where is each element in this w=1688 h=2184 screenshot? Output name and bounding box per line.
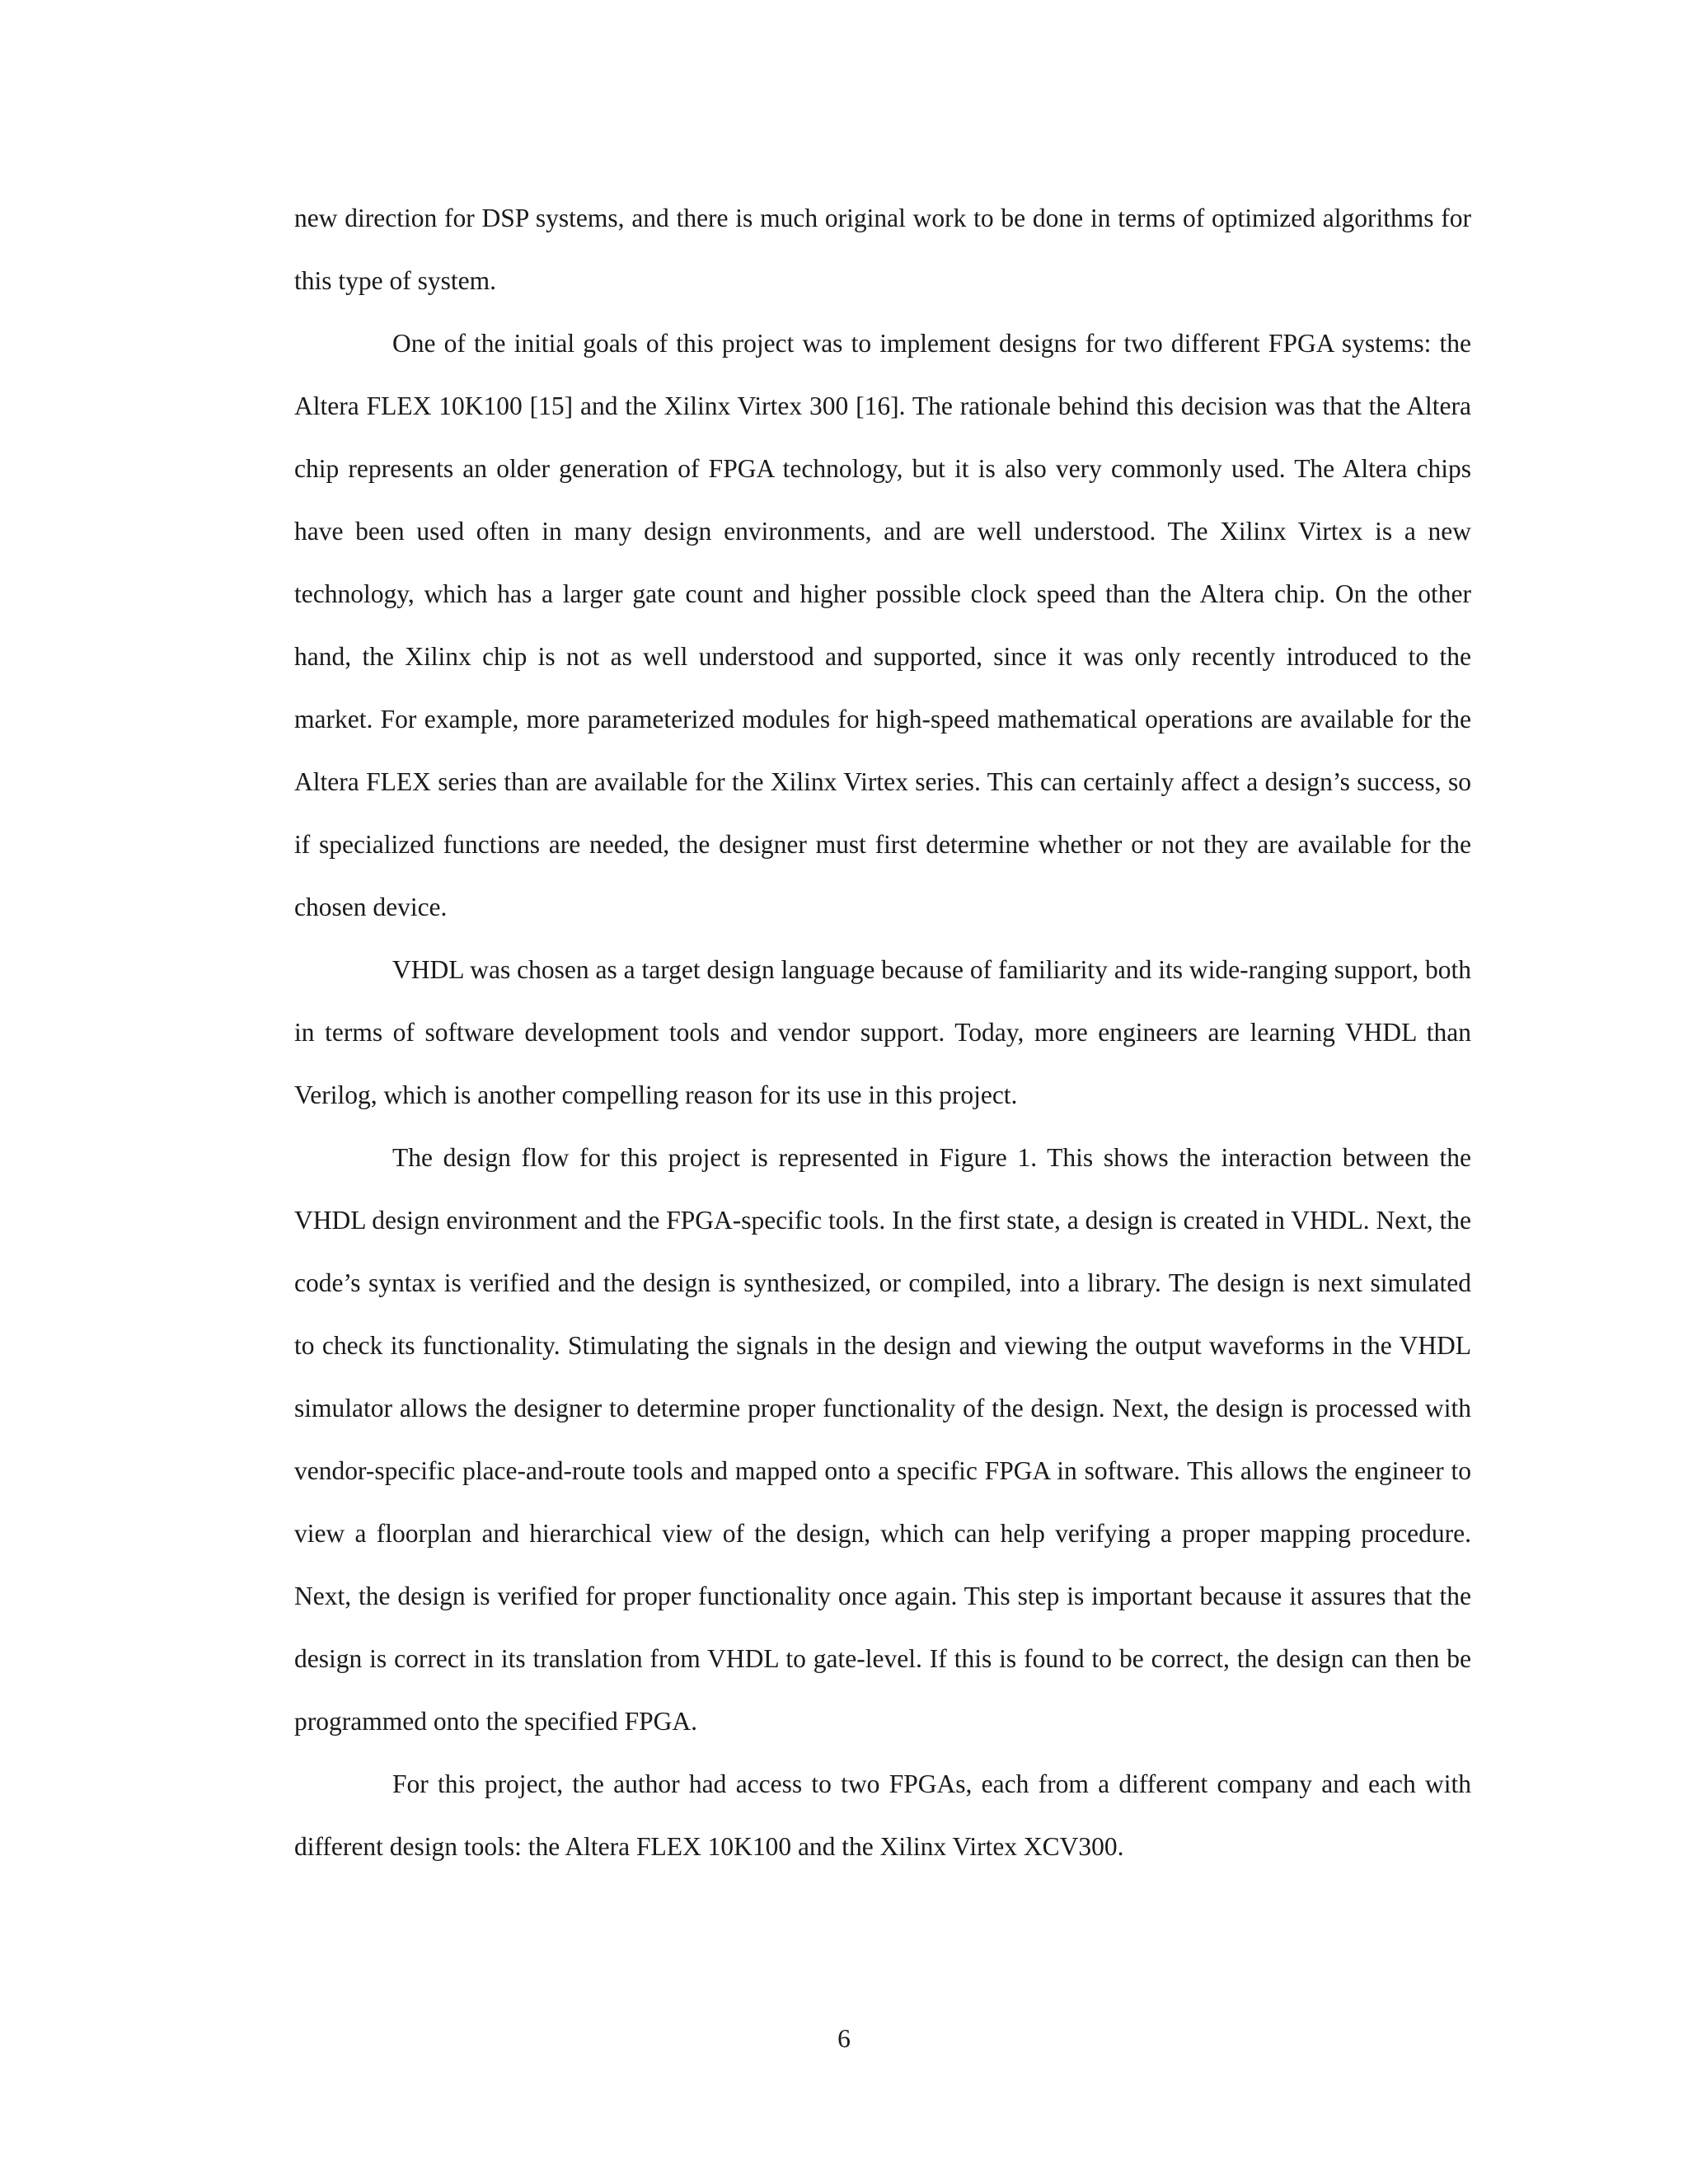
- paragraph-design-flow: The design flow for this project is represented in Figure 1. This shows the interaction between the VHDL design environment and the FPGA-specific tools. In the first state, a design is created in VHDL. Next, the code’s syntax is verified and the design is synthesized, or compiled, into a library. The design is next simulated to check its functionality. Stimulating the signals in the design and viewing the output waveforms in the VHDL simulator allows the designer to determine proper functionality of the design. Next, the design is processed with vendor-specific place-and-route tools and mapped onto a specific FPGA in software. This allows the engineer to view a floorplan and hierarchical view of the design, which can help verifying a proper mapping procedure. Next, the design is verified for proper functionality once again. This step is important because it assures that the design is correct in its translation from VHDL to gate-level. If this is found to be correct, the design can then be programmed onto the specified FPGA.: [294, 1143, 1471, 1736]
- paragraph-vhdl-choice: VHDL was chosen as a target design language because of familiarity and its wide-ranging support, both in terms of software development tools and vendor support. Today, more engineers are learning VHDL than Verilog, which is another compelling reason for its use in this project.: [294, 955, 1471, 1109]
- body-text: [294, 187, 1471, 1878]
- page-number: 6: [837, 2024, 851, 2053]
- paragraph-fpga-access: For this project, the author had access to two FPGAs, each from a different company and each with different design tools: the Altera FLEX 10K100 and the Xilinx Virtex XCV300.: [294, 1769, 1471, 1861]
- paragraph-fpga-goals: One of the initial goals of this project was to implement designs for two different FPGA systems: the Altera FLEX 10K100 [15] and the Xilinx Virtex 300 [16]. The rationale behind this decision was that the Altera chip represents an older generation of FPGA technology, but it is also very commonly used. The Altera chips have been used often in many design environments, and are well understood. The Xilinx Virtex is a new technology, which has a larger gate count and higher possible clock speed than the Altera chip. On the other hand, the Xilinx chip is not as well understood and supported, since it was only recently introduced to the market. For example, more parameterized modules for high-speed mathematical operations are available for the Altera FLEX series than are available for the Xilinx Virtex series. This can certainly affect a design’s success, so if specialized functions are needed, the designer must first determine whether or not they are available for the chosen device.: [294, 329, 1471, 921]
- paragraph-continuation: new direction for DSP systems, and there is much original work to be done in terms of optimized algorithms for this type of system.: [294, 204, 1471, 295]
